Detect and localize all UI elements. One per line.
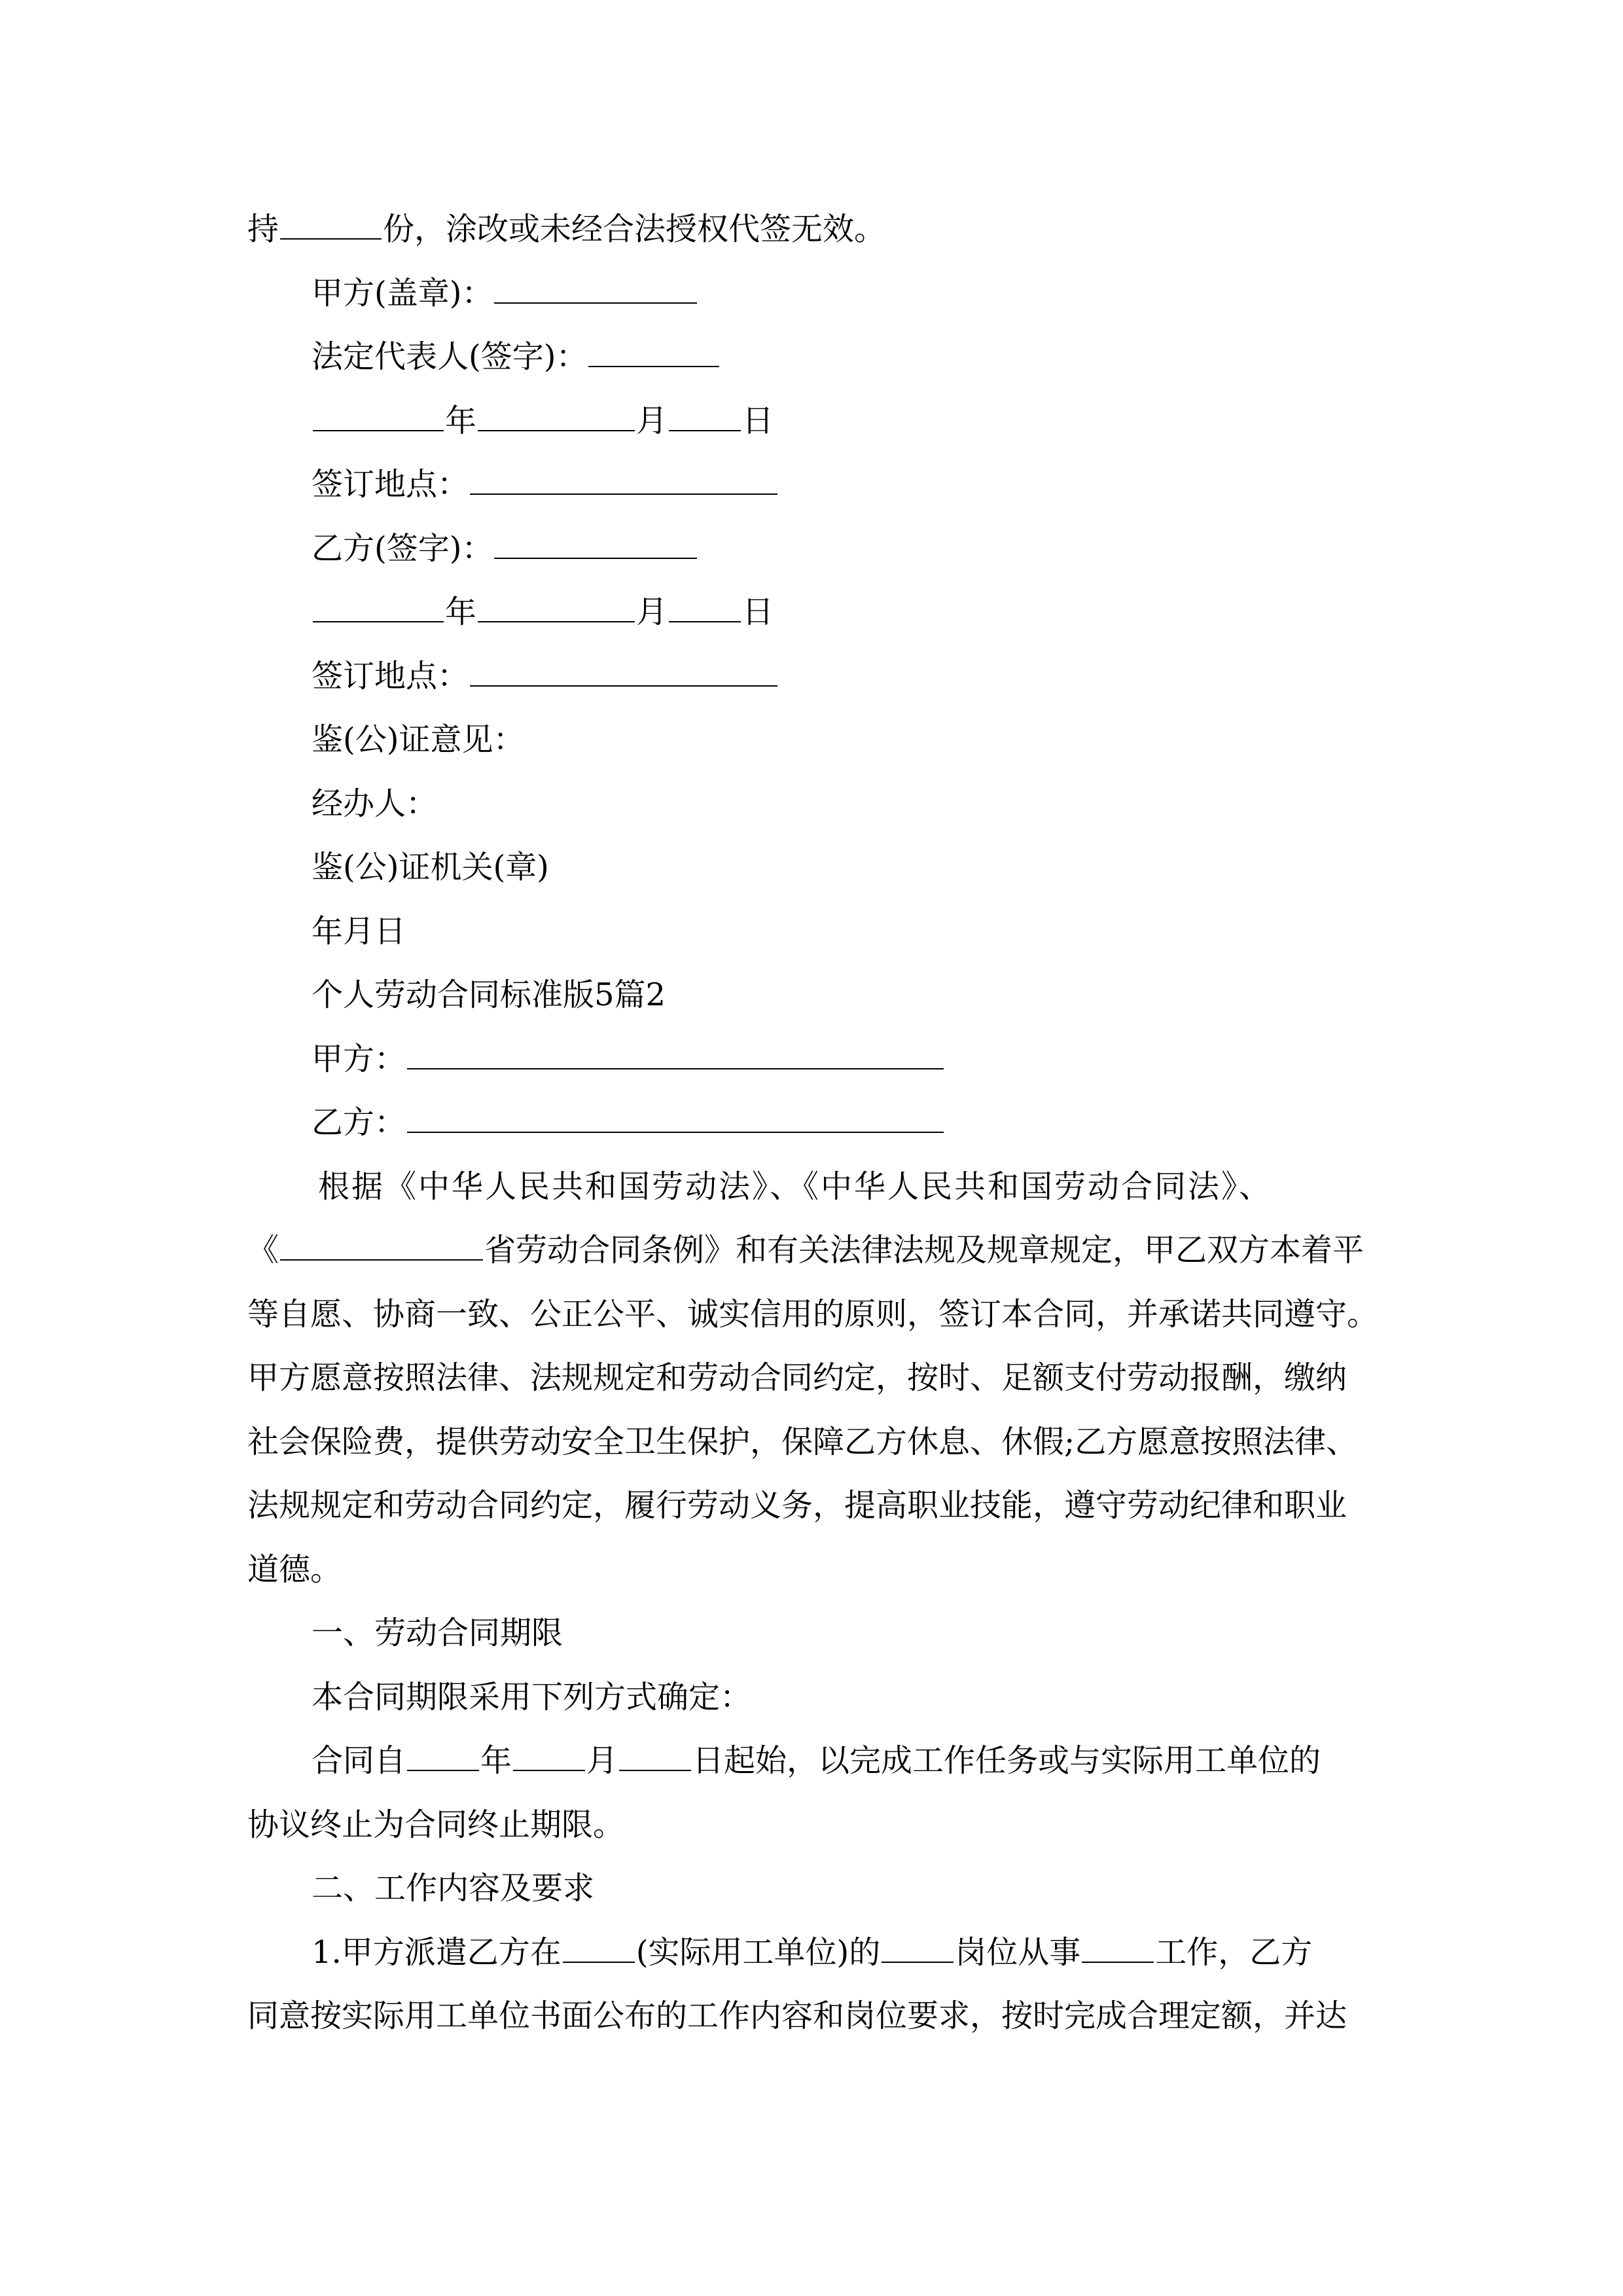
blank-field bbox=[280, 212, 382, 240]
label: 甲方(盖章)： bbox=[312, 275, 493, 312]
para-line: 甲方愿意按照法律、法规规定和劳动合同约定，按时、足额支付劳动报酬，缴纳 bbox=[247, 1359, 1347, 1396]
text: 月 bbox=[636, 594, 668, 630]
party-b-sign-line bbox=[312, 529, 1463, 568]
blank-field bbox=[313, 595, 444, 622]
term-line bbox=[312, 1741, 1463, 1780]
date-ymd: 年月日 bbox=[312, 913, 406, 950]
text: 岗位从事 bbox=[955, 1934, 1081, 1971]
blank-field bbox=[470, 659, 777, 687]
text: 日起始，以完成工作任务或与实际用工单位的 bbox=[692, 1742, 1321, 1779]
text: 《 bbox=[247, 1232, 279, 1268]
blank-field bbox=[407, 1744, 479, 1771]
blank-field bbox=[280, 1233, 483, 1261]
date-line-2 bbox=[312, 592, 1463, 632]
blank-field bbox=[619, 1744, 691, 1771]
para-line bbox=[247, 1230, 1399, 1270]
text: 日 bbox=[742, 594, 774, 630]
blank-field bbox=[882, 1935, 954, 1963]
text: 年 bbox=[480, 1742, 512, 1779]
blank-field bbox=[669, 595, 741, 622]
text: 月 bbox=[636, 403, 668, 439]
place-line-1 bbox=[312, 465, 1463, 504]
date-line-1 bbox=[312, 401, 1463, 440]
text: 省劳动合同条例》和有关法律法规及规章规定，甲乙双方本着平 bbox=[484, 1232, 1364, 1268]
section-title-1: 一、劳动合同期限 bbox=[312, 1615, 563, 1651]
job-line bbox=[312, 1933, 1463, 1972]
party-a-line bbox=[312, 1039, 1463, 1079]
notary-org: 鉴(公)证机关(章) bbox=[312, 849, 549, 886]
blank-field bbox=[470, 467, 777, 495]
text: 持 bbox=[247, 211, 279, 247]
para-line: 等自愿、协商一致、公正公平、诚实信用的原则，签订本合同，并承诺共同遵守。 bbox=[247, 1296, 1379, 1333]
section-intro-1: 本合同期限采用下列方式确定： bbox=[312, 1679, 752, 1715]
text: 年 bbox=[445, 594, 477, 630]
section-heading: 个人劳动合同标准版5篇2 bbox=[312, 977, 666, 1013]
blank-field bbox=[494, 276, 697, 304]
blank-field bbox=[494, 531, 697, 559]
notary-opinion: 鉴(公)证意见： bbox=[312, 721, 525, 758]
text: 合同自 bbox=[312, 1742, 406, 1779]
legal-rep-line bbox=[312, 337, 1463, 376]
section-title-2: 二、工作内容及要求 bbox=[312, 1870, 595, 1907]
place-line-2 bbox=[312, 656, 1463, 696]
label: 签订地点： bbox=[312, 466, 469, 503]
para-line: 根据《中华人民共和国劳动法》、《中华人民共和国劳动合同法》、 bbox=[318, 1168, 1273, 1205]
label: 乙方： bbox=[312, 1104, 406, 1141]
party-b-line bbox=[312, 1103, 1463, 1142]
label: 乙方(签字)： bbox=[312, 530, 493, 567]
text: 日 bbox=[742, 403, 774, 439]
para-line: 同意按实际用工单位书面公布的工作内容和岗位要求，按时完成合理定额，并达 bbox=[247, 1998, 1347, 2034]
blank-field bbox=[563, 1935, 635, 1963]
blank-field bbox=[588, 340, 719, 367]
blank-field bbox=[407, 1105, 944, 1133]
blank-field bbox=[478, 404, 635, 431]
blank-field bbox=[513, 1744, 585, 1771]
text: 年 bbox=[445, 403, 477, 439]
para-line: 法规规定和劳动合同约定，履行劳动义务，提高职业技能，遵守劳动纪律和职业 bbox=[247, 1487, 1347, 1524]
blank-field bbox=[478, 595, 635, 622]
text: 1.甲方派遣乙方在 bbox=[312, 1934, 562, 1971]
copies-line bbox=[247, 209, 1399, 249]
handler: 经办人： bbox=[312, 785, 438, 822]
label: 甲方： bbox=[312, 1041, 406, 1077]
para-line: 社会保险费，提供劳动安全卫生保护，保障乙方休息、休假;乙方愿意按照法律、 bbox=[247, 1424, 1358, 1460]
para-line: 协议终止为合同终止期限。 bbox=[247, 1806, 625, 1843]
label: 签订地点： bbox=[312, 658, 469, 694]
blank-field bbox=[669, 404, 741, 431]
text: 工作，乙方 bbox=[1155, 1934, 1313, 1971]
text: 份，涂改或未经合法授权代签无效。 bbox=[383, 211, 886, 247]
blank-field bbox=[1082, 1935, 1154, 1963]
label: 法定代表人(签字)： bbox=[312, 338, 588, 375]
party-a-seal-line bbox=[312, 274, 1463, 313]
para-line: 道德。 bbox=[247, 1551, 342, 1588]
text: 月 bbox=[586, 1742, 618, 1779]
text: (实际用工单位)的 bbox=[635, 1934, 881, 1971]
blank-field bbox=[407, 1042, 944, 1069]
blank-field bbox=[313, 404, 444, 431]
